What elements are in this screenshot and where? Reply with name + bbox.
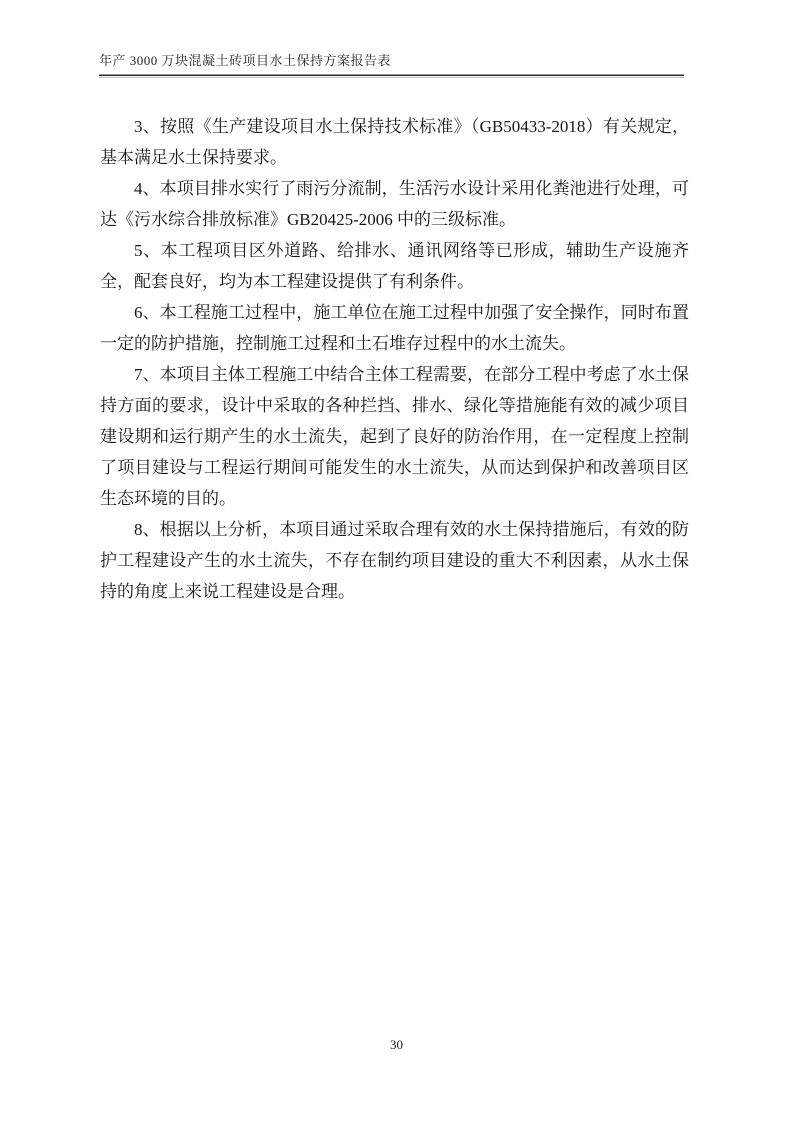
body-paragraph: 7、本项目主体工程施工中结合主体工程需要，在部分工程中考虑了水土保持方面的要求，设计中采取的各种拦挡、排水、绿化等措施能有效的减少项目建设期和运行期产生的水土流失，起到了良好的防治作用，在一定程度上控制了项目建设与工程运行期间可能发生的水土流失，从而达到保护和改善项目区生态环境的目的。: [100, 365, 689, 508]
page-header: [99, 52, 684, 76]
page-footer: [0, 1036, 793, 1054]
header-title: 年产 3000 万块混凝土砖项目水土保持方案报告表: [99, 53, 392, 68]
document-body: [100, 111, 689, 607]
body-paragraph: 3、按照《生产建设项目水土保持技术标准》（GB50433-2018）有关规定，基本满足水土保持要求。: [100, 117, 689, 167]
page-number: 30: [390, 1037, 403, 1052]
body-paragraph: 4、本项目排水实行了雨污分流制，生活污水设计采用化粪池进行处理，可达《污水综合排放标准》GB20425-2006 中的三级标准。: [100, 179, 689, 229]
body-paragraph: 5、本工程项目区外道路、给排水、通讯网络等已形成，辅助生产设施齐全，配套良好，均为本工程建设提供了有利条件。: [100, 241, 689, 291]
body-paragraph: 8、根据以上分析，本项目通过采取合理有效的水土保持措施后，有效的防护工程建设产生的水土流失，不存在制约项目建设的重大不利因素，从水土保持的角度上来说工程建设是合理。: [100, 520, 689, 601]
body-paragraph: 6、本工程施工过程中，施工单位在施工过程中加强了安全操作，同时布置一定的防护措施，控制施工过程和土石堆存过程中的水土流失。: [100, 303, 689, 353]
